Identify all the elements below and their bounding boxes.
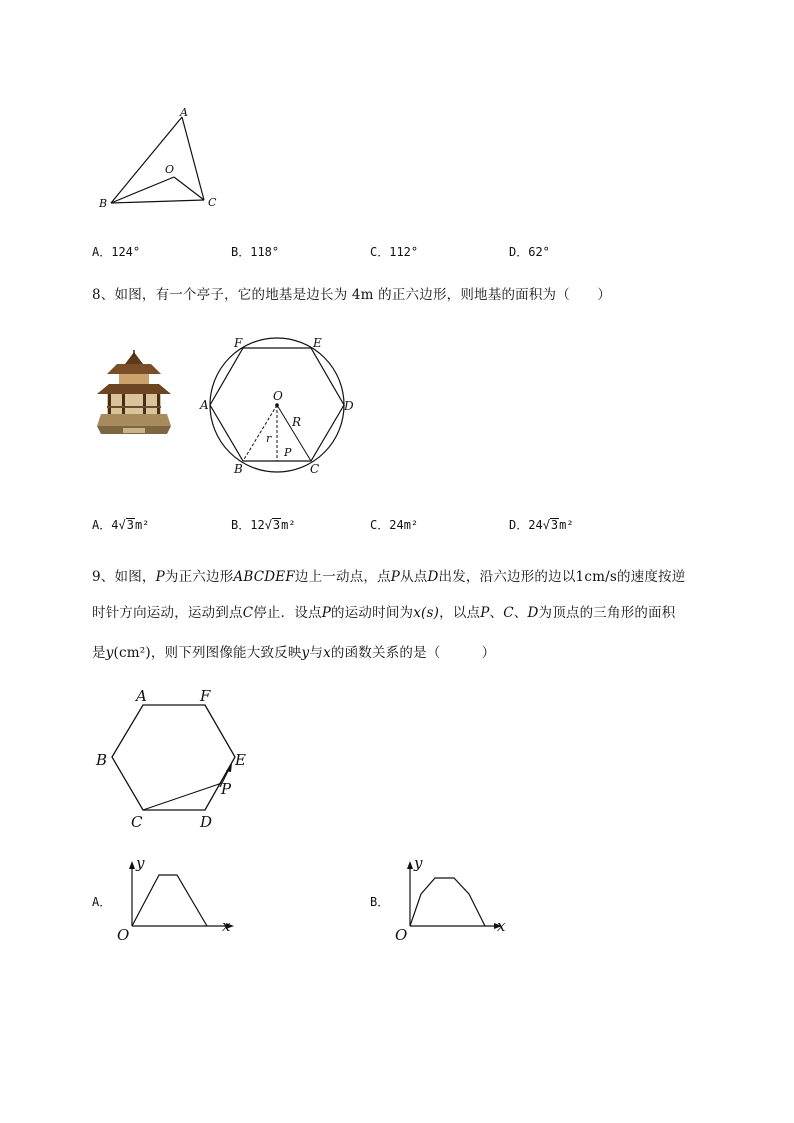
q9-label-d: D	[200, 813, 213, 830]
q8-label-f: F	[234, 336, 243, 350]
q9-var-p: P	[321, 605, 332, 621]
q9-text: 停止．设点	[253, 605, 322, 621]
q9-b-curve	[410, 878, 485, 926]
q9-a-y-arrow	[129, 861, 135, 869]
q9-var-p: P	[390, 569, 401, 585]
q8-option-a-unit: m²	[134, 518, 150, 532]
q7-segment-ac	[182, 117, 204, 200]
q9-segment-cp	[143, 783, 222, 810]
q7-option-a-text: 124°	[111, 245, 141, 259]
q9-var-y: y	[105, 645, 114, 661]
q9-var-x: x	[323, 645, 331, 661]
q8-option-b-radicand: 3	[272, 518, 281, 532]
pavilion-photo	[95, 350, 173, 440]
q9-var-p: P	[155, 569, 165, 585]
q7-triangle-figure	[92, 100, 232, 220]
q8-label-c: C	[310, 462, 320, 476]
q9-hexagon-figure	[92, 685, 252, 830]
q7-option-d-letter: D．	[509, 245, 529, 259]
q8-hexagon-figure	[198, 333, 358, 478]
q9-text: 从点	[400, 569, 428, 585]
q7-option-a[interactable]	[92, 243, 140, 260]
q9-label-e: E	[235, 751, 246, 769]
q8-option-b-unit: m²	[281, 518, 296, 532]
q8-label-e: E	[313, 336, 322, 350]
q7-segment-oc	[174, 177, 204, 200]
q9-arrow-head	[226, 763, 232, 772]
q8-option-c[interactable]	[370, 516, 418, 533]
q8-option-b-radical-sign: √	[264, 518, 272, 532]
q9-text: ，则下列图像能大致反映	[150, 645, 302, 661]
q9-var-d: D	[427, 569, 439, 585]
q9-text: 为正六边形	[164, 569, 234, 585]
q8-option-b-coef: 12	[250, 518, 265, 532]
q7-label-a: A	[180, 106, 188, 119]
q8-segment-ob	[243, 405, 277, 461]
q8-option-a-coef: 4	[111, 518, 119, 532]
q9-text: ，以点	[439, 605, 481, 621]
q8-label-b: B	[234, 462, 243, 476]
q9-text: 的函数关系的是（ ）	[330, 645, 496, 661]
q9-text: 边上一动点，点	[294, 569, 391, 585]
q8-option-c-unit: m²	[403, 518, 419, 532]
q7-label-c: C	[208, 196, 217, 209]
q9-text: 、	[513, 605, 528, 621]
q7-option-b-letter: B．	[231, 245, 251, 259]
q9-text: 时针方向运动，运动到点	[92, 605, 243, 621]
q7-option-b[interactable]	[231, 243, 279, 260]
q9-text: 与	[309, 645, 324, 661]
q8-option-d-radical-sign: √	[542, 518, 550, 532]
q7-option-a-letter: A．	[92, 245, 112, 259]
q8-option-c-coef: 24	[389, 518, 404, 532]
q9-label-a: A	[136, 687, 147, 705]
q9-unit: (cm²)	[113, 645, 151, 661]
q9-var-x: x(s)	[413, 605, 440, 621]
q9-label-b: B	[96, 751, 108, 769]
q7-label-o: O	[165, 163, 175, 176]
q8-label-r-small: r	[266, 432, 272, 445]
q9-text: 的运动时间为	[331, 605, 414, 621]
q9-var-y: y	[301, 645, 310, 661]
q9-option-b-letter[interactable]: B．	[370, 895, 390, 909]
q7-option-d[interactable]	[509, 243, 550, 260]
q8-option-c-letter: C．	[370, 518, 390, 532]
q9-option-b-graph[interactable]	[393, 852, 523, 944]
q8-label-o: O	[273, 389, 283, 403]
q9-b-x-label: x	[497, 917, 506, 935]
q9-b-origin-label: O	[395, 926, 408, 944]
q8-label-a: A	[200, 398, 209, 412]
q9-hexagon-name: ABCDEF	[233, 569, 295, 585]
q8-label-p: P	[284, 446, 292, 459]
q8-label-r-big: R	[292, 415, 302, 429]
q9-label-c: C	[131, 813, 143, 830]
q8-option-d-letter: D．	[509, 518, 529, 532]
q9-text: 为顶点的三角形的面积	[538, 605, 676, 621]
q9-option-a-letter[interactable]: A．	[92, 895, 112, 909]
q9-text: 出发，沿六边形的边以1cm/s的速度按逆	[438, 569, 686, 585]
q7-option-c-text: 112°	[389, 245, 419, 259]
q9-var-p: P	[480, 605, 490, 621]
q8-option-d-unit: m²	[559, 518, 574, 532]
q7-segment-bo	[111, 177, 174, 203]
q8-option-a-radical-sign: √	[118, 518, 126, 532]
q9-var-c: C	[503, 605, 514, 621]
q8-label-d: D	[344, 399, 354, 413]
q9-a-y-label: y	[136, 854, 145, 872]
q7-option-b-text: 118°	[250, 245, 280, 259]
q7-label-b: B	[99, 197, 108, 210]
q8-option-a-radicand: 3	[126, 518, 134, 532]
q7-option-d-text: 62°	[528, 245, 550, 259]
q8-option-d-radicand: 3	[550, 518, 559, 532]
q9-label-p: P	[221, 780, 232, 798]
q9-a-curve	[132, 875, 207, 926]
q9-text: 是	[92, 645, 106, 661]
q9-option-a-graph[interactable]	[115, 852, 245, 944]
q9-a-origin-label: O	[117, 926, 130, 944]
q7-segment-ba	[111, 117, 182, 203]
q9-hexagon	[112, 705, 235, 810]
q9-var-d: D	[527, 605, 539, 621]
q8-stem: 8、如图，有一个亭子，它的地基是边长为 4m 的正六边形，则地基的面积为（ ）	[92, 287, 612, 303]
q9-stem-line-3	[92, 641, 495, 661]
q9-b-y-arrow	[407, 861, 413, 869]
q9-label-f: F	[200, 687, 211, 705]
q8-option-d[interactable]	[509, 516, 574, 533]
q7-segment-bc	[111, 200, 204, 203]
q8-option-a[interactable]	[92, 516, 149, 533]
q9-stem-line-2	[92, 601, 676, 621]
q8-segment-oc	[277, 405, 311, 461]
q7-option-c[interactable]	[370, 243, 418, 260]
q9-stem-line-1	[92, 565, 685, 585]
q7-option-c-letter: C．	[370, 245, 390, 259]
q9-text: 9、如图，	[92, 569, 156, 585]
q9-text: 、	[489, 605, 504, 621]
q9-a-x-label: x	[222, 917, 231, 935]
q9-var-c: C	[242, 605, 254, 621]
q8-option-d-coef: 24	[528, 518, 543, 532]
q9-b-y-label: y	[414, 854, 423, 872]
q8-option-a-letter: A．	[92, 518, 112, 532]
q8-option-b-letter: B．	[231, 518, 251, 532]
q8-option-b[interactable]	[231, 516, 296, 533]
